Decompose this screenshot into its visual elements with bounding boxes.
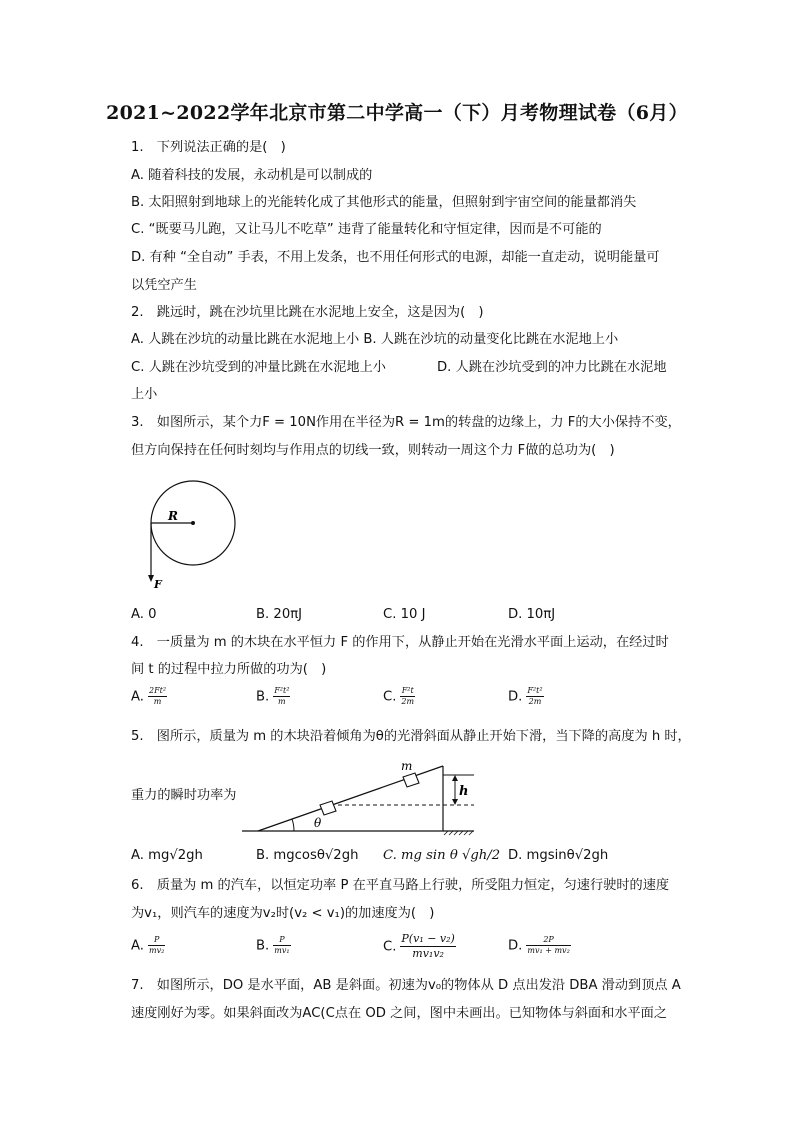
q4-option-c-fraction: [400, 686, 415, 707]
q6-option-b-fraction: [273, 935, 290, 956]
q4-option-b-label: B.: [256, 689, 270, 705]
angle-label: θ: [314, 816, 322, 830]
q4-option-d: [508, 686, 544, 707]
q4-stem-line2: 间 t 的过程中拉力所做的功为( ): [131, 662, 327, 677]
q3-turntable-figure: [138, 478, 248, 593]
q4-b-numerator: F²t²: [274, 686, 290, 695]
q5-side-text: 重力的瞬时功率为: [131, 788, 237, 803]
q5-option-c: C. mg sin θ √gh/2: [383, 848, 501, 863]
q4-a-numerator: 2Ft²: [148, 686, 167, 695]
q7-stem-line1: 7. 如图所示，DO 是水平面，AB 是斜面。初速为v₀的物体从 D 点出发沿 DBA 滑动到顶点 A: [131, 978, 681, 993]
q6-d-denominator: mv₁ + mv₂: [527, 946, 570, 955]
q1-option-b: B. 太阳照射到地球上的光能转化成了其他形式的能量，但照射到宇宙空间的能量都消失: [131, 195, 637, 210]
q3-option-b: B. 20πJ: [256, 607, 303, 622]
q6-option-d: [508, 935, 571, 956]
q3-option-a: A. 0: [131, 607, 157, 622]
q6-option-d-fraction: [526, 935, 570, 956]
height-label: h: [459, 784, 469, 799]
q6-stem-line2: 为v₁，则汽车的速度为v₂时(v₂ < v₁)的加速度为( ): [131, 906, 435, 921]
q6-stem-line1: 6. 质量为 m 的汽车，以恒定功率 P 在平直马路上行驶，所受阻力恒定，匀速行驶时的速度: [131, 878, 670, 893]
q3-stem-line2: 但方向保持在任何时刻均与作用点的切线一致，则转动一周这个力 F做的总功为( ): [131, 443, 615, 458]
q5-stem: 5. 图所示，质量为 m 的木块沿着倾角为θ的光滑斜面从静止开始下滑，当下降的高度为 h 时，: [131, 729, 691, 744]
block-lower: [320, 801, 336, 815]
q6-option-a-label: A.: [131, 938, 144, 954]
q5-option-d: D. mgsinθ√2gh: [508, 848, 609, 863]
angle-arc: [292, 819, 294, 831]
q4-d-denominator: 2m: [528, 697, 542, 706]
q4-option-d-label: D.: [508, 689, 523, 705]
q6-b-numerator: P: [273, 935, 290, 946]
q6-c-denominator: mv₁v₂: [412, 947, 444, 960]
q6-option-d-label: D.: [508, 938, 523, 954]
q4-option-a-fraction: [148, 686, 167, 707]
q5-option-a: A. mg√2gh: [131, 848, 203, 863]
radius-label: R: [168, 509, 178, 523]
q1-stem: 1. 下列说法正确的是( ): [131, 140, 286, 155]
q2-option-d-line1: D. 人跳在沙坑受到的冲力比跳在水泥地: [437, 360, 667, 375]
q4-d-numerator: F²t²: [527, 686, 543, 695]
q4-option-a: [131, 686, 167, 707]
q4-option-b-fraction: [273, 686, 290, 707]
q3-stem-line1: 3. 如图所示，某个力F = 10N作用在半径为R = 1m的转盘的边缘上，力 F的大小保持不变，: [131, 415, 681, 430]
q6-option-c: [383, 932, 456, 961]
q4-a-denominator: m: [153, 697, 162, 706]
q4-option-b: [256, 686, 290, 707]
q6-option-c-label: C.: [383, 939, 397, 955]
q2-stem: 2. 跳远时，跳在沙坑里比跳在水泥地上安全，这是因为( ): [131, 305, 484, 320]
center-dot: [191, 521, 195, 525]
q6-option-b-label: B.: [256, 938, 270, 954]
force-label: F: [154, 578, 162, 591]
block-mass-label: m: [401, 759, 413, 773]
q5-option-b: B. mgcosθ√2gh: [256, 848, 359, 863]
q1-option-d-line1: D. 有种 “全自动” 手表，不用上发条，也不用任何形式的电源，却能一直走动，说明能量可: [131, 250, 660, 265]
q6-c-numerator: P(v₁ − v₂): [401, 932, 455, 945]
q6-d-numerator: 2P: [526, 935, 570, 946]
q6-option-a: [131, 935, 165, 956]
q2-option-ab: A. 人跳在沙坑的动量比跳在水泥地上小 B. 人跳在沙坑的动量变化比跳在水泥地上小: [131, 332, 619, 347]
q1-option-d-line2: 以凭空产生: [131, 278, 197, 293]
height-arrow-down: [452, 799, 458, 805]
q4-option-d-fraction: [526, 686, 543, 707]
page-title: 2021~2022学年北京市第二中学高一（下）月考物理试卷（6月）: [106, 102, 688, 124]
q4-option-a-label: A.: [131, 689, 144, 705]
q1-option-a: A. 随着科技的发展，永动机是可以制成的: [131, 168, 373, 183]
q4-b-denominator: m: [278, 697, 286, 706]
q4-option-c-label: C.: [383, 689, 397, 705]
q1-option-c: C. “既要马儿跑，又让马儿不吃草” 违背了能量转化和守恒定律，因而是不可能的: [131, 222, 602, 237]
q6-b-denominator: mv₁: [274, 946, 290, 955]
q6-a-denominator: mv₂: [148, 946, 165, 955]
q6-option-a-fraction: [148, 935, 165, 956]
q5-incline-figure: [240, 753, 480, 841]
q2-option-d-line2: 上小: [131, 387, 158, 402]
q6-a-numerator: P: [148, 935, 165, 946]
q4-stem-line1: 4. 一质量为 m 的木块在水平恒力 F 的作用下，从静止开始在光滑水平面上运动，在经过时: [131, 635, 669, 650]
q4-c-numerator: F²t: [401, 686, 414, 695]
q4-option-c: [383, 686, 415, 707]
q2-option-c: C. 人跳在沙坑受到的冲量比跳在水泥地上小: [131, 360, 386, 375]
q6-option-b: [256, 935, 291, 956]
q4-c-denominator: 2m: [401, 697, 415, 706]
q6-option-c-fraction: [400, 932, 455, 961]
q3-option-c: C. 10 J: [383, 607, 426, 622]
height-arrow-up: [452, 775, 458, 781]
q7-stem-line2: 速度刚好为零。如果斜面改为AC(C点在 OD 之间，图中未画出。已知物体与斜面和水平面之: [131, 1006, 668, 1021]
q3-option-d: D. 10πJ: [508, 607, 556, 622]
